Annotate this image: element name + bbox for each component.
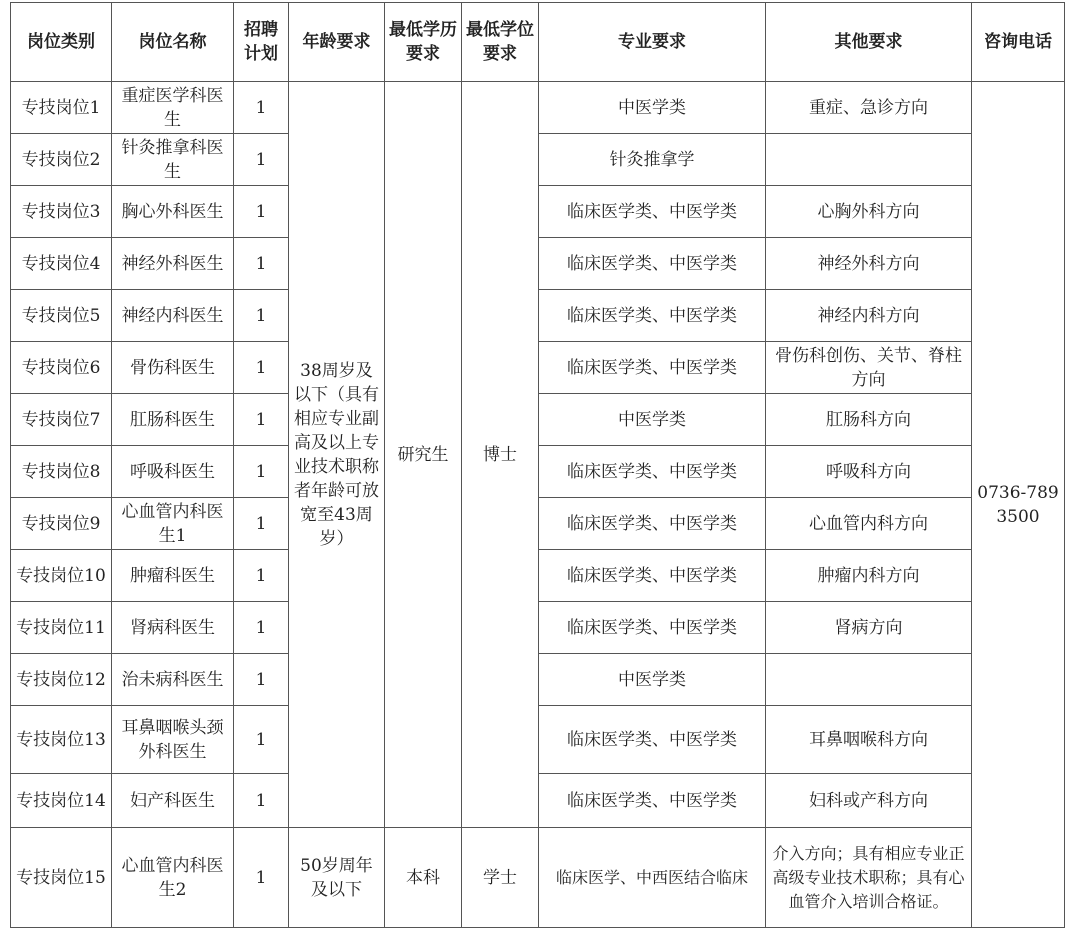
recruitment-table-container bbox=[10, 2, 1065, 928]
position-name-cell: 心血管内科医生2 bbox=[112, 828, 234, 928]
position-name-cell: 重症医学科医生 bbox=[112, 82, 234, 134]
position-name-cell: 胸心外科医生 bbox=[112, 186, 234, 238]
other-requirement-cell: 妇科或产科方向 bbox=[766, 774, 972, 828]
category-cell: 专技岗位5 bbox=[11, 290, 112, 342]
header-plan: 招聘计划 bbox=[234, 3, 289, 82]
plan-cell: 1 bbox=[234, 394, 289, 446]
position-name-cell: 妇产科医生 bbox=[112, 774, 234, 828]
category-cell: 专技岗位12 bbox=[11, 654, 112, 706]
category-cell: 专技岗位13 bbox=[11, 706, 112, 774]
plan-cell: 1 bbox=[234, 602, 289, 654]
other-requirement-cell: 肛肠科方向 bbox=[766, 394, 972, 446]
plan-cell: 1 bbox=[234, 238, 289, 290]
major-cell: 临床医学类、中医学类 bbox=[539, 342, 766, 394]
recruitment-table bbox=[10, 2, 1065, 928]
plan-cell: 1 bbox=[234, 774, 289, 828]
plan-cell: 1 bbox=[234, 134, 289, 186]
other-requirement-cell bbox=[766, 134, 972, 186]
plan-cell: 1 bbox=[234, 290, 289, 342]
other-requirement-cell bbox=[766, 654, 972, 706]
other-requirement-cell: 肿瘤内科方向 bbox=[766, 550, 972, 602]
plan-cell: 1 bbox=[234, 654, 289, 706]
age-requirement-cell: 38周岁及以下（具有相应专业副高及以上专业技术职称者年龄可放宽至43周岁） bbox=[289, 82, 385, 828]
category-cell: 专技岗位9 bbox=[11, 498, 112, 550]
major-cell: 临床医学类、中医学类 bbox=[539, 446, 766, 498]
position-name-cell: 耳鼻咽喉头颈外科医生 bbox=[112, 706, 234, 774]
major-cell: 临床医学类、中医学类 bbox=[539, 602, 766, 654]
major-cell: 中医学类 bbox=[539, 394, 766, 446]
plan-cell: 1 bbox=[234, 706, 289, 774]
other-requirement-cell: 肾病方向 bbox=[766, 602, 972, 654]
position-name-cell: 肛肠科医生 bbox=[112, 394, 234, 446]
other-requirement-cell: 耳鼻咽喉科方向 bbox=[766, 706, 972, 774]
plan-cell: 1 bbox=[234, 342, 289, 394]
table-row bbox=[11, 828, 1065, 928]
plan-cell: 1 bbox=[234, 828, 289, 928]
degree-cell: 博士 bbox=[462, 82, 539, 828]
degree-cell: 学士 bbox=[462, 828, 539, 928]
category-cell: 专技岗位3 bbox=[11, 186, 112, 238]
major-cell: 中医学类 bbox=[539, 654, 766, 706]
category-cell: 专技岗位11 bbox=[11, 602, 112, 654]
other-requirement-cell: 呼吸科方向 bbox=[766, 446, 972, 498]
plan-cell: 1 bbox=[234, 498, 289, 550]
major-cell: 临床医学类、中医学类 bbox=[539, 706, 766, 774]
header-major: 专业要求 bbox=[539, 3, 766, 82]
position-name-cell: 神经内科医生 bbox=[112, 290, 234, 342]
education-cell: 本科 bbox=[385, 828, 462, 928]
major-cell: 临床医学、中西医结合临床 bbox=[539, 828, 766, 928]
header-category: 岗位类别 bbox=[11, 3, 112, 82]
other-requirement-cell: 神经内科方向 bbox=[766, 290, 972, 342]
position-name-cell: 心血管内科医生1 bbox=[112, 498, 234, 550]
header-age: 年龄要求 bbox=[289, 3, 385, 82]
position-name-cell: 肾病科医生 bbox=[112, 602, 234, 654]
phone-cell: 0736-7893500 bbox=[972, 82, 1065, 928]
header-education: 最低学历要求 bbox=[385, 3, 462, 82]
category-cell: 专技岗位4 bbox=[11, 238, 112, 290]
other-requirement-cell: 心胸外科方向 bbox=[766, 186, 972, 238]
other-requirement-cell: 骨伤科创伤、关节、脊柱方向 bbox=[766, 342, 972, 394]
plan-cell: 1 bbox=[234, 82, 289, 134]
position-name-cell: 呼吸科医生 bbox=[112, 446, 234, 498]
major-cell: 临床医学类、中医学类 bbox=[539, 774, 766, 828]
header-phone: 咨询电话 bbox=[972, 3, 1065, 82]
header-other: 其他要求 bbox=[766, 3, 972, 82]
category-cell: 专技岗位2 bbox=[11, 134, 112, 186]
major-cell: 针灸推拿学 bbox=[539, 134, 766, 186]
header-position-name: 岗位名称 bbox=[112, 3, 234, 82]
position-name-cell: 肿瘤科医生 bbox=[112, 550, 234, 602]
major-cell: 临床医学类、中医学类 bbox=[539, 186, 766, 238]
other-requirement-cell: 介入方向；具有相应专业正高级专业技术职称；具有心血管介入培训合格证。 bbox=[766, 828, 972, 928]
age-requirement-cell: 50岁周年及以下 bbox=[289, 828, 385, 928]
header-degree: 最低学位要求 bbox=[462, 3, 539, 82]
other-requirement-cell: 神经外科方向 bbox=[766, 238, 972, 290]
table-row bbox=[11, 82, 1065, 134]
category-cell: 专技岗位6 bbox=[11, 342, 112, 394]
major-cell: 临床医学类、中医学类 bbox=[539, 498, 766, 550]
other-requirement-cell: 重症、急诊方向 bbox=[766, 82, 972, 134]
plan-cell: 1 bbox=[234, 446, 289, 498]
major-cell: 临床医学类、中医学类 bbox=[539, 550, 766, 602]
category-cell: 专技岗位8 bbox=[11, 446, 112, 498]
plan-cell: 1 bbox=[234, 550, 289, 602]
major-cell: 中医学类 bbox=[539, 82, 766, 134]
category-cell: 专技岗位10 bbox=[11, 550, 112, 602]
plan-cell: 1 bbox=[234, 186, 289, 238]
major-cell: 临床医学类、中医学类 bbox=[539, 238, 766, 290]
position-name-cell: 骨伤科医生 bbox=[112, 342, 234, 394]
category-cell: 专技岗位1 bbox=[11, 82, 112, 134]
major-cell: 临床医学类、中医学类 bbox=[539, 290, 766, 342]
header-row bbox=[11, 3, 1065, 82]
education-cell: 研究生 bbox=[385, 82, 462, 828]
category-cell: 专技岗位15 bbox=[11, 828, 112, 928]
position-name-cell: 针灸推拿科医生 bbox=[112, 134, 234, 186]
other-requirement-cell: 心血管内科方向 bbox=[766, 498, 972, 550]
position-name-cell: 治未病科医生 bbox=[112, 654, 234, 706]
category-cell: 专技岗位7 bbox=[11, 394, 112, 446]
category-cell: 专技岗位14 bbox=[11, 774, 112, 828]
position-name-cell: 神经外科医生 bbox=[112, 238, 234, 290]
